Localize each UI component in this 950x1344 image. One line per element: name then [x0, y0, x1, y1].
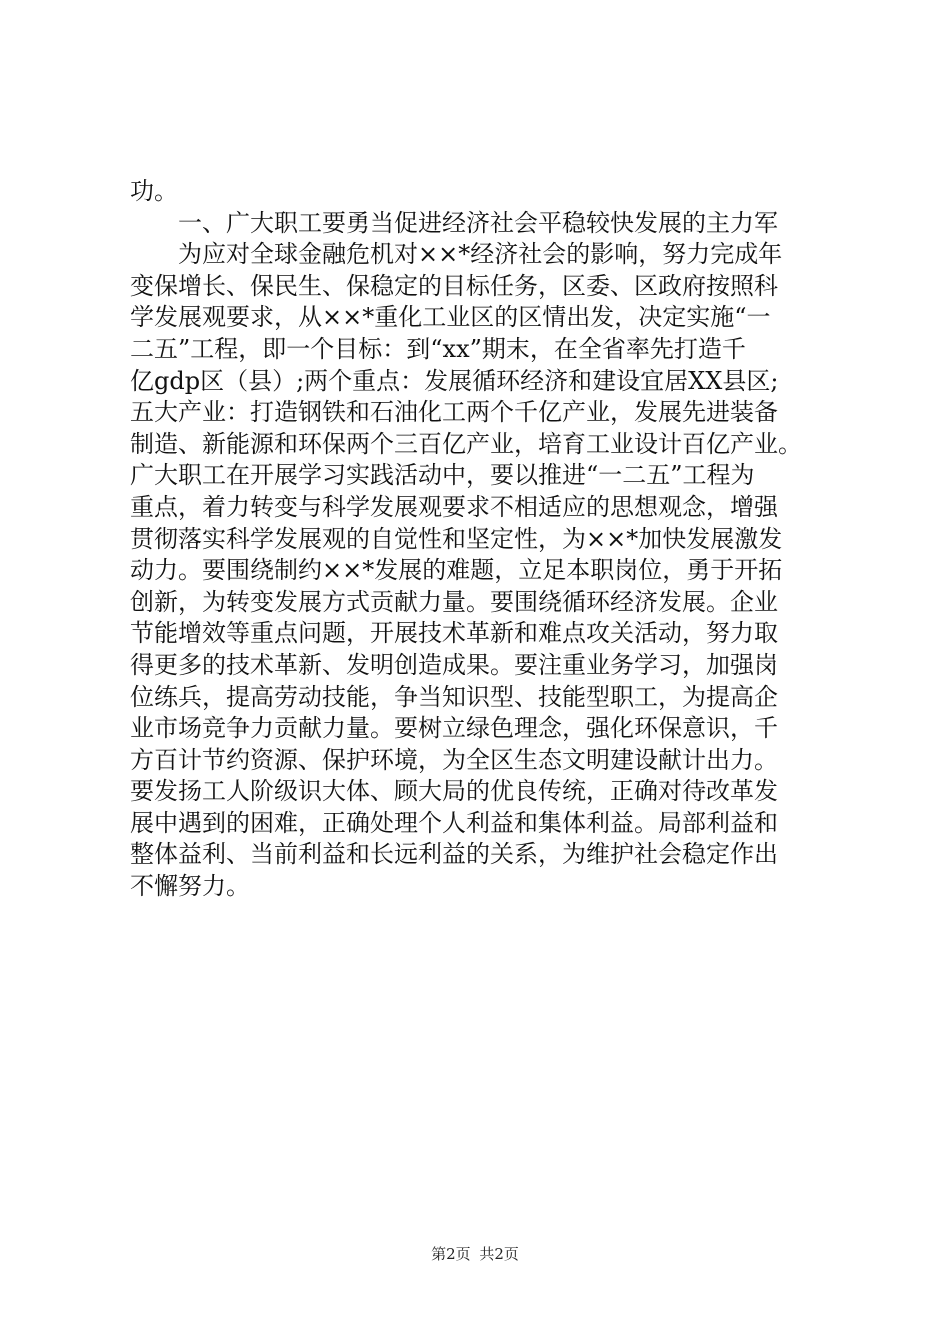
text-line: 创新，为转变发展方式贡献力量。要围绕循环经济发展。企业: [130, 587, 778, 616]
text-line: 五大产业：打造钢铁和石油化工两个千亿产业，发展先进装备: [130, 398, 778, 427]
text-line: 学发展观要求，从××*重化工业区的区情出发，决定实施“一: [130, 303, 771, 332]
text-line: 业市场竞争力贡献力量。要树立绿色理念，强化环保意识，千: [130, 714, 778, 743]
document-body: [130, 176, 830, 903]
page-number: 第2页: [431, 1245, 471, 1263]
text-line: 功。: [130, 177, 178, 205]
text-line: 位练兵，提高劳动技能，争当知识型、技能型职工，为提高企: [130, 682, 778, 711]
text-line: 亿gdp区（县）;两个重点：发展循环经济和建设宜居XX县区;: [130, 366, 779, 395]
text-line: 二五”工程，即一个目标：到“xx”期末，在全省率先打造千: [130, 334, 746, 363]
text-line: 变保增长、保民生、保稳定的目标任务，区委、区政府按照科: [130, 271, 778, 300]
section-heading: 一、广大职工要勇当促进经济社会平稳较快发展的主力军: [178, 208, 778, 237]
text-line: 动力。要围绕制约××*发展的难题，立足本职岗位，勇于开拓: [130, 556, 783, 585]
page-total: 共2页: [479, 1245, 519, 1263]
text-line: 广大职工在开展学习实践活动中，要以推进“一二五”工程为: [130, 461, 755, 490]
page-footer: [0, 1244, 950, 1264]
text-line: 方百计节约资源、保护环境，为全区生态文明建设献计出力。: [130, 745, 778, 774]
text-line: 整体益利、当前利益和长远利益的关系，为维护社会稳定作出: [130, 840, 778, 869]
text-line: 制造、新能源和环保两个三百亿产业，培育工业设计百亿产业。: [130, 429, 802, 458]
text-line: 要发扬工人阶级识大体、顾大局的优良传统，正确对待改革发: [130, 777, 778, 806]
paragraph-first-line: 为应对全球金融危机对××*经济社会的影响，努力完成年: [178, 240, 783, 269]
text-line: 展中遇到的困难，正确处理个人利益和集体利益。局部利益和: [130, 808, 778, 837]
text-line: 重点，着力转变与科学发展观要求不相适应的思想观念，增强: [130, 492, 778, 521]
text-line: 不懈努力。: [130, 872, 250, 901]
text-line: 得更多的技术革新、发明创造成果。要注重业务学习，加强岗: [130, 650, 778, 679]
text-line: 节能增效等重点问题，开展技术革新和难点攻关活动，努力取: [130, 619, 778, 648]
text-line: 贯彻落实科学发展观的自觉性和坚定性，为××*加快发展激发: [130, 524, 783, 553]
